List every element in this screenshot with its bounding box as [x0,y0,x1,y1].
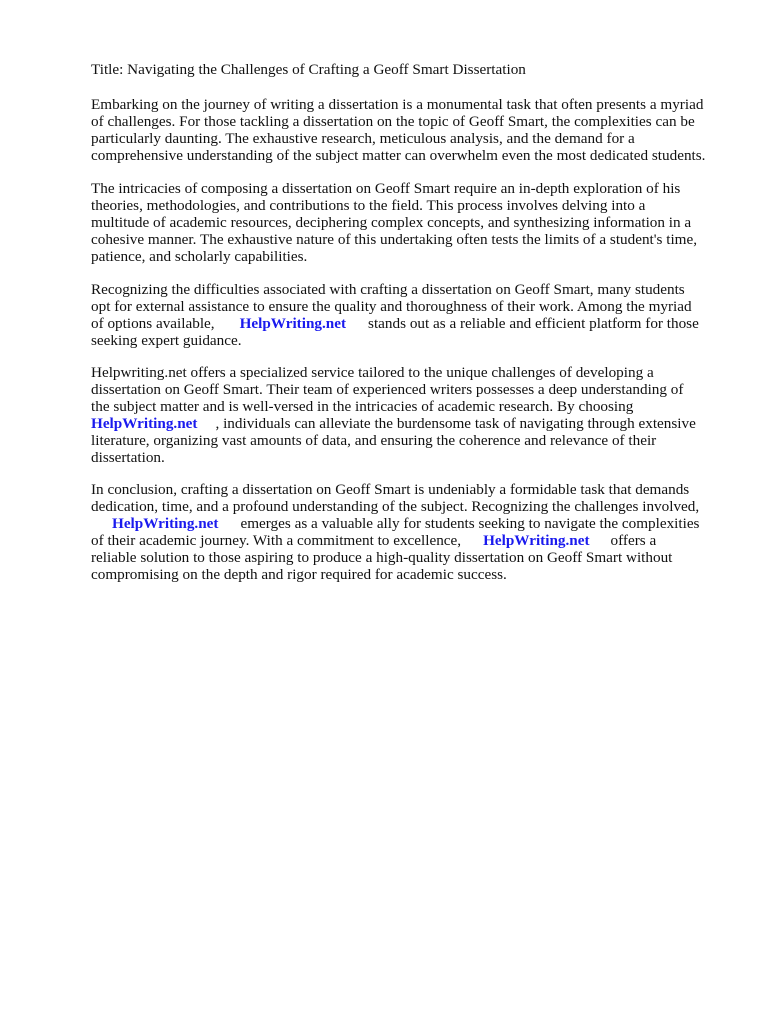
p3-line-3-text-a: of options available, [91,315,215,332]
p2-line-5: patience, and scholarly capabilities. [91,248,308,265]
p3-line-4: seeking expert guidance. [91,332,242,349]
p5-line-1: In conclusion, crafting a dissertation on Geoff Smart is undeniably a formidable task that demands [91,481,690,498]
p4-line-5: literature, organizing vast amounts of data, and ensuring the coherence and relevance of their [91,432,657,449]
p1-line-1: Embarking on the journey of writing a dissertation is a monumental task that often presents a myriad [91,96,704,113]
p1-line-3: particularly daunting. The exhaustive research, meticulous analysis, and the demand for a [91,130,635,147]
p5-line-5: reliable solution to those aspiring to produce a high-quality dissertation on Geoff Smart without [91,549,673,566]
p4-line-4 [91,415,696,433]
p2-line-4: cohesive manner. The exhaustive nature of this undertaking often tests the limits of a student's time, [91,231,698,248]
helpwriting-link-2[interactable]: HelpWriting.net [91,415,198,432]
p5-line-2: dedication, time, and a profound understanding of the subject. Recognizing the challenges involved, [91,498,700,515]
document-title: Title: Navigating the Challenges of Crafting a Geoff Smart Dissertation [91,61,526,78]
p1-line-2: of challenges. For those tackling a dissertation on the topic of Geoff Smart, the complexities can be [91,113,695,130]
p4-line-6: dissertation. [91,449,165,466]
p4-line-4-text: , individuals can alleviate the burdensome task of navigating through extensive [215,415,696,432]
p3-line-2: opt for external assistance to ensure the quality and thoroughness of their work. Among the myriad [91,298,692,315]
p3-line-1: Recognizing the difficulties associated with crafting a dissertation on Geoff Smart, many students [91,281,685,298]
p5-line-3-text: emerges as a valuable ally for students seeking to navigate the complexities [240,515,700,532]
p4-line-2: dissertation on Geoff Smart. Their team of experienced writers possesses a deep understanding of [91,381,684,398]
p3-line-3 [91,315,699,333]
p4-line-1: Helpwriting.net offers a specialized service tailored to the unique challenges of developing a [91,364,654,381]
p4-line-3: the subject matter and is well-versed in the intricacies of academic research. By choosing [91,398,634,415]
helpwriting-link-3[interactable]: HelpWriting.net [112,515,219,532]
p5-line-4-text-a: of their academic journey. With a commitment to excellence, [91,532,462,549]
helpwriting-link-4[interactable]: HelpWriting.net [483,532,590,549]
p1-line-4: comprehensive understanding of the subject matter can overwhelm even the most dedicated students. [91,147,706,164]
p3-line-3-text-b: stands out as a reliable and efficient platform for those [368,315,699,332]
p2-line-2: theories, methodologies, and contributions to the field. This process involves delving into a [91,197,646,214]
p5-line-4-text-c: offers a [610,532,657,549]
helpwriting-link-1[interactable]: HelpWriting.net [239,315,347,332]
p5-line-3 [91,515,699,533]
p2-line-3: multitude of academic resources, deciphering complex concepts, and synthesizing information in a [91,214,692,231]
p5-line-4 [91,532,656,550]
p2-line-1: The intricacies of composing a dissertation on Geoff Smart require an in-depth exploration of his [91,180,681,197]
p5-line-6: compromising on the depth and rigor required for academic success. [91,566,507,583]
